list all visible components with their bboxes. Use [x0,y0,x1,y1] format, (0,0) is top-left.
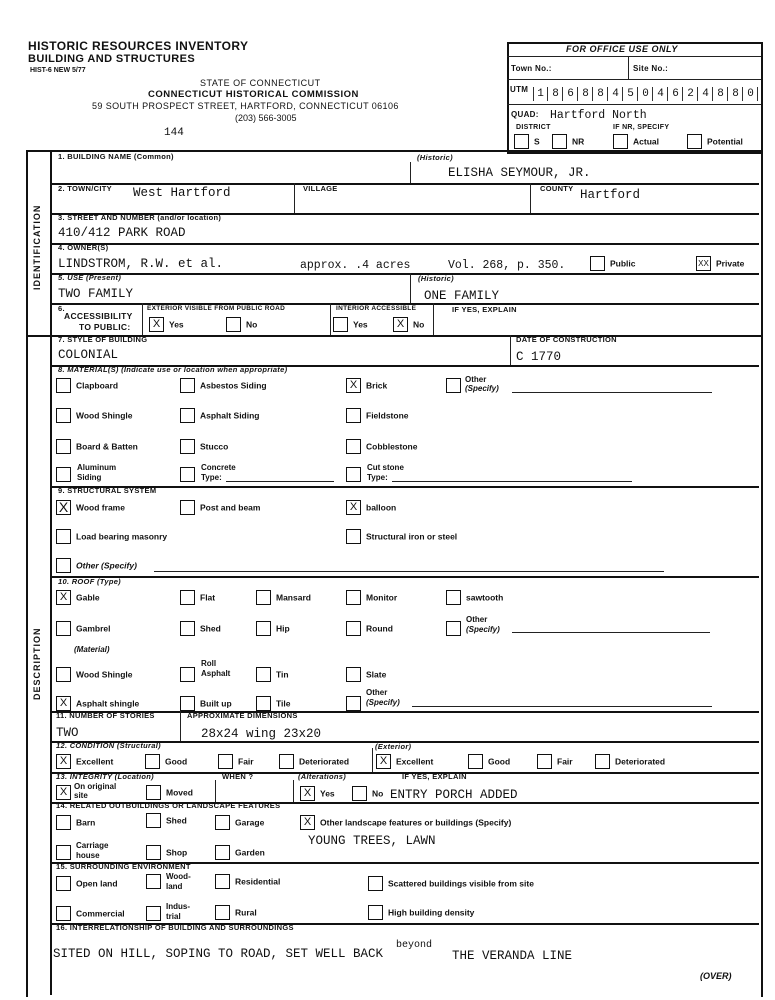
industrial-label-1: Indus- [166,902,190,911]
roof-shed[interactable]: Shed [180,621,221,636]
access-explain-label: IF YES, EXPLAIN [452,305,517,314]
public-checkbox[interactable]: Public [590,256,636,271]
surrounding-open-land[interactable]: Open land [56,876,118,891]
historic-name-label: (Historic) [417,153,453,162]
nr-specify-label: IF NR, SPECIFY [613,124,670,131]
interior-yes-checkbox[interactable]: Yes [333,317,368,332]
surrounding-label: 15. SURROUNDING ENVIRONMENT [56,862,191,871]
interior-accessible-label: INTERIOR ACCESSIBLE [336,305,417,312]
commission-address: 59 SOUTH PROSPECT STREET, HARTFORD, CONNECTICUT 06106 [92,101,399,111]
outbuilding-shop[interactable]: Shop [146,845,187,860]
county-label: COUNTY [540,184,574,193]
identification-side-label: IDENTIFICATION [32,204,42,290]
exterior-yes-checkbox[interactable]: X Yes [149,317,184,332]
utm-digits [533,87,759,101]
structural-other[interactable]: Other (Specify) [56,558,137,573]
village-label: VILLAGE [303,184,338,193]
utm-digit: 2 [684,87,698,101]
surrounding-residential[interactable]: Residential [215,874,280,889]
roof-roll-asphalt[interactable] [180,667,200,682]
roof-other2-label: Other [366,688,388,697]
district-label: DISTRICT [516,124,551,131]
roof-other2-specify: (Specify) [366,698,400,707]
alterations-label: (Alterations) [298,772,347,781]
condition-fair[interactable]: Fair [218,754,254,769]
style-label: 7. STYLE OF BUILDING [58,335,148,344]
stories-label: 11. NUMBER OF STORIES [56,711,155,720]
material-other-specify: (Specify) [465,384,499,393]
material-stucco[interactable]: Stucco [180,439,228,454]
ext-condition-fair[interactable]: Fair [537,754,573,769]
material-other-label: Other [465,375,487,384]
exterior-condition-label: (Exterior) [375,742,412,751]
material-cut-stone-label: Cut stone [367,463,404,472]
outbuilding-barn[interactable]: Barn [56,815,95,830]
material-brick[interactable]: X Brick [346,378,387,393]
street-label: 3. STREET AND NUMBER (and/or location) [58,213,222,222]
material-asphalt-siding[interactable]: Asphalt Siding [180,408,260,423]
district-potential-checkbox[interactable]: Potential [687,134,743,149]
utm-digit: 8 [579,87,593,101]
woodland-label-1: Wood- [166,872,191,881]
condition-label: 12. CONDITION (Structural) [56,741,161,750]
use-present-label: 5. USE (Present) [58,273,122,282]
material-other[interactable] [446,378,466,393]
form-title: HISTORIC RESOURCES INVENTORY [28,39,249,53]
roof-label: 10. ROOF (Type) [58,577,121,586]
district-nr-checkbox[interactable]: NR [552,134,584,149]
historic-name-value: ELISHA SEYMOUR, JR. [448,166,591,180]
material-cut-stone[interactable] [346,467,366,482]
material-concrete[interactable] [180,467,200,482]
roof-gambrel[interactable]: Gambrel [56,621,111,636]
office-use-title: FOR OFFICE USE ONLY [566,44,678,54]
surrounding-scattered[interactable]: Scattered buildings visible from site [368,876,534,891]
exterior-visible-label: EXTERIOR VISIBLE FROM PUBLIC ROAD [147,305,286,312]
structural-wood-frame[interactable]: X Wood frame [56,500,125,515]
accessibility-label: ACCESSIBILITY [64,311,133,321]
owner-volume: Vol. 268, p. 350. [448,259,566,272]
surrounding-commercial[interactable]: Commercial [56,906,125,921]
owner-value: LINDSTROM, R.W. et al. [58,257,224,271]
state-heading: STATE OF CONNECTICUT [200,78,321,88]
utm-digit: 6 [564,87,578,101]
roof-other-label: Other [466,615,488,624]
carriage-label: Carriage [76,841,109,850]
roof-other-specify: (Specify) [466,625,500,634]
use-historic-label: (Historic) [418,274,454,283]
structural-iron-steel[interactable]: Structural iron or steel [346,529,457,544]
utm-digit: 1 [534,87,548,101]
town-label: 2. TOWN/CITY [58,184,112,193]
roof-built-up[interactable]: Built up [180,696,232,711]
roof-other-material[interactable] [346,696,366,711]
utm-digit: 4 [609,87,623,101]
utm-digit: 4 [699,87,713,101]
street-value: 410/412 PARK ROAD [58,226,186,240]
private-checkbox[interactable]: XX Private [696,256,744,271]
date-label: DATE OF CONSTRUCTION [516,335,617,344]
roof-flat[interactable]: Flat [180,590,215,605]
material-aluminum[interactable] [56,467,76,482]
utm-digit: 6 [669,87,683,101]
interrelationship-veranda: THE VERANDA LINE [452,949,573,963]
commission-heading: CONNECTICUT HISTORICAL COMMISSION [148,89,359,100]
utm-digit: 8 [549,87,563,101]
roof-round[interactable]: Round [346,621,393,636]
structural-post-beam[interactable]: Post and beam [180,500,260,515]
material-wood-shingle[interactable]: Wood Shingle [56,408,133,423]
material-clapboard[interactable]: Clapboard [56,378,118,393]
alterations-no[interactable]: No [352,786,383,801]
ext-condition-good[interactable]: Good [468,754,510,769]
material-aluminum-label: Aluminum [77,463,117,472]
interior-no-checkbox[interactable]: X No [393,317,424,332]
interrelationship-label: 16. INTERRELATIONSHIP OF BUILDING AND SURROUNDINGS [56,923,294,932]
outbuilding-garage[interactable]: Garage [215,815,264,830]
outbuildings-label: 14. RELATED OUTBUILDINGS OR LANDSCAPE FEATURES [56,801,281,810]
roof-hip[interactable]: Hip [256,621,290,636]
dimensions-value: 28x24 wing 23x20 [201,727,322,741]
outbuilding-garden[interactable]: Garden [215,845,265,860]
commission-phone: (203) 566-3005 [235,113,297,123]
roof-asphalt-shingle[interactable]: X Asphalt shingle [56,696,139,711]
outbuilding-shed[interactable]: Shed [146,813,187,828]
materials-label: 8. MATERIAL(S) (Indicate use or location when appropriate) [58,365,288,374]
county-value: Hartford [580,188,641,202]
condition-deteriorated[interactable]: Deteriorated [279,754,349,769]
stories-value: TWO [56,726,79,740]
surrounding-high-density[interactable]: High building density [368,905,474,920]
utm-digit: 8 [729,87,743,101]
roof-monitor[interactable]: Monitor [346,590,397,605]
town-value: West Hartford [133,186,231,200]
roof-sawtooth[interactable]: sawtooth [446,590,503,605]
ext-condition-excellent[interactable]: X Excellent [376,754,433,769]
utm-digit: 8 [714,87,728,101]
roof-asphalt-label: Asphalt [201,669,231,678]
owner-acres: approx. .4 acres [300,259,411,272]
exterior-no-checkbox[interactable]: No [226,317,257,332]
utm-digit: 4 [654,87,668,101]
material-concrete-label: Concrete [201,463,236,472]
alterations-text: ENTRY PORCH ADDED [390,788,518,802]
roof-material-label: (Material) [74,645,110,654]
material-concrete-type: Type: [201,473,222,482]
form-subtitle: BUILDING AND STRUCTURES [28,53,196,65]
ext-condition-deteriorated[interactable]: Deteriorated [595,754,665,769]
surrounding-industrial[interactable] [146,906,166,921]
utm-digit: 5 [624,87,638,101]
form-number: 144 [164,127,184,139]
integrity-moved[interactable]: Moved [146,785,193,800]
structural-load-bearing[interactable]: Load bearing masonry [56,529,167,544]
material-cut-stone-type: Type: [367,473,388,482]
over-note: (OVER) [700,971,732,981]
surrounding-rural[interactable]: Rural [215,905,257,920]
dimensions-label: APPROXIMATE DIMENSIONS [187,711,298,720]
town-no-label: Town No.: [511,64,552,73]
date-value: C 1770 [516,350,562,364]
woodland-label-2: land [166,882,183,891]
outbuilding-carriage-house[interactable] [56,845,76,860]
form-code: HIST-6 NEW 5/77 [30,67,86,74]
material-fieldstone[interactable]: Fieldstone [346,408,409,423]
utm-digit: 0 [744,87,758,101]
interrelationship-text: SITED ON HILL, SOPING TO ROAD, SET WELL BACK [53,947,384,961]
house-label: house [76,851,100,860]
structural-balloon[interactable]: X balloon [346,500,396,515]
use-historic-value: ONE FAMILY [424,289,500,303]
style-value: COLONIAL [58,348,119,362]
condition-good[interactable]: Good [145,754,187,769]
quad-value: Hartford North [550,109,647,122]
quad-label: QUAD: [511,110,539,119]
roof-other[interactable] [446,621,466,636]
site-no-label: Site No.: [633,64,669,73]
material-siding-label: Siding [77,473,102,482]
material-board-batten[interactable]: Board & Batten [56,439,138,454]
use-present-value: TWO FAMILY [58,287,134,301]
material-asbestos[interactable]: Asbestos Siding [180,378,267,393]
district-s-checkbox[interactable]: S [514,134,540,149]
on-original-label: On original [74,782,117,791]
accessibility-number: 6. [58,304,65,313]
roof-roll-label: Roll [201,659,217,668]
roof-wood-shingle[interactable]: Wood Shingle [56,667,133,682]
roof-gable[interactable]: X Gable [56,590,100,605]
owner-label: 4. OWNER(S) [58,243,109,252]
landscape-text: YOUNG TREES, LAWN [308,834,436,848]
material-cobblestone[interactable]: Cobblestone [346,439,417,454]
interrelationship-beyond: beyond [396,940,433,951]
utm-digit: 8 [594,87,608,101]
utm-digit: 0 [639,87,653,101]
roof-tile[interactable]: Tile [256,696,291,711]
district-actual-checkbox[interactable]: Actual [613,134,659,149]
structural-label: 9. STRUCTURAL SYSTEM [58,486,157,495]
integrity-explain-label: IF YES, EXPLAIN [402,772,467,781]
building-name-label: 1. BUILDING NAME (Common) [58,152,174,161]
utm-label: UTM [510,85,529,94]
description-side-label: DESCRIPTION [32,627,42,700]
accessibility-label-2: TO PUBLIC: [79,322,131,332]
integrity-label: 13. INTEGRITY (Location) [56,772,154,781]
roof-slate[interactable]: Slate [346,667,386,682]
condition-excellent[interactable]: X Excellent [56,754,113,769]
alterations-yes[interactable]: X Yes [300,786,335,801]
when-label: WHEN ? [222,772,254,781]
surrounding-woodland[interactable] [146,874,166,889]
site-label: site [74,791,88,800]
roof-tin[interactable]: Tin [256,667,289,682]
integrity-on-original[interactable]: X [56,785,76,800]
industrial-label-2: trial [166,912,181,921]
outbuilding-other-landscape[interactable]: X Other landscape features or buildings (Specify) [300,815,511,830]
roof-mansard[interactable]: Mansard [256,590,311,605]
